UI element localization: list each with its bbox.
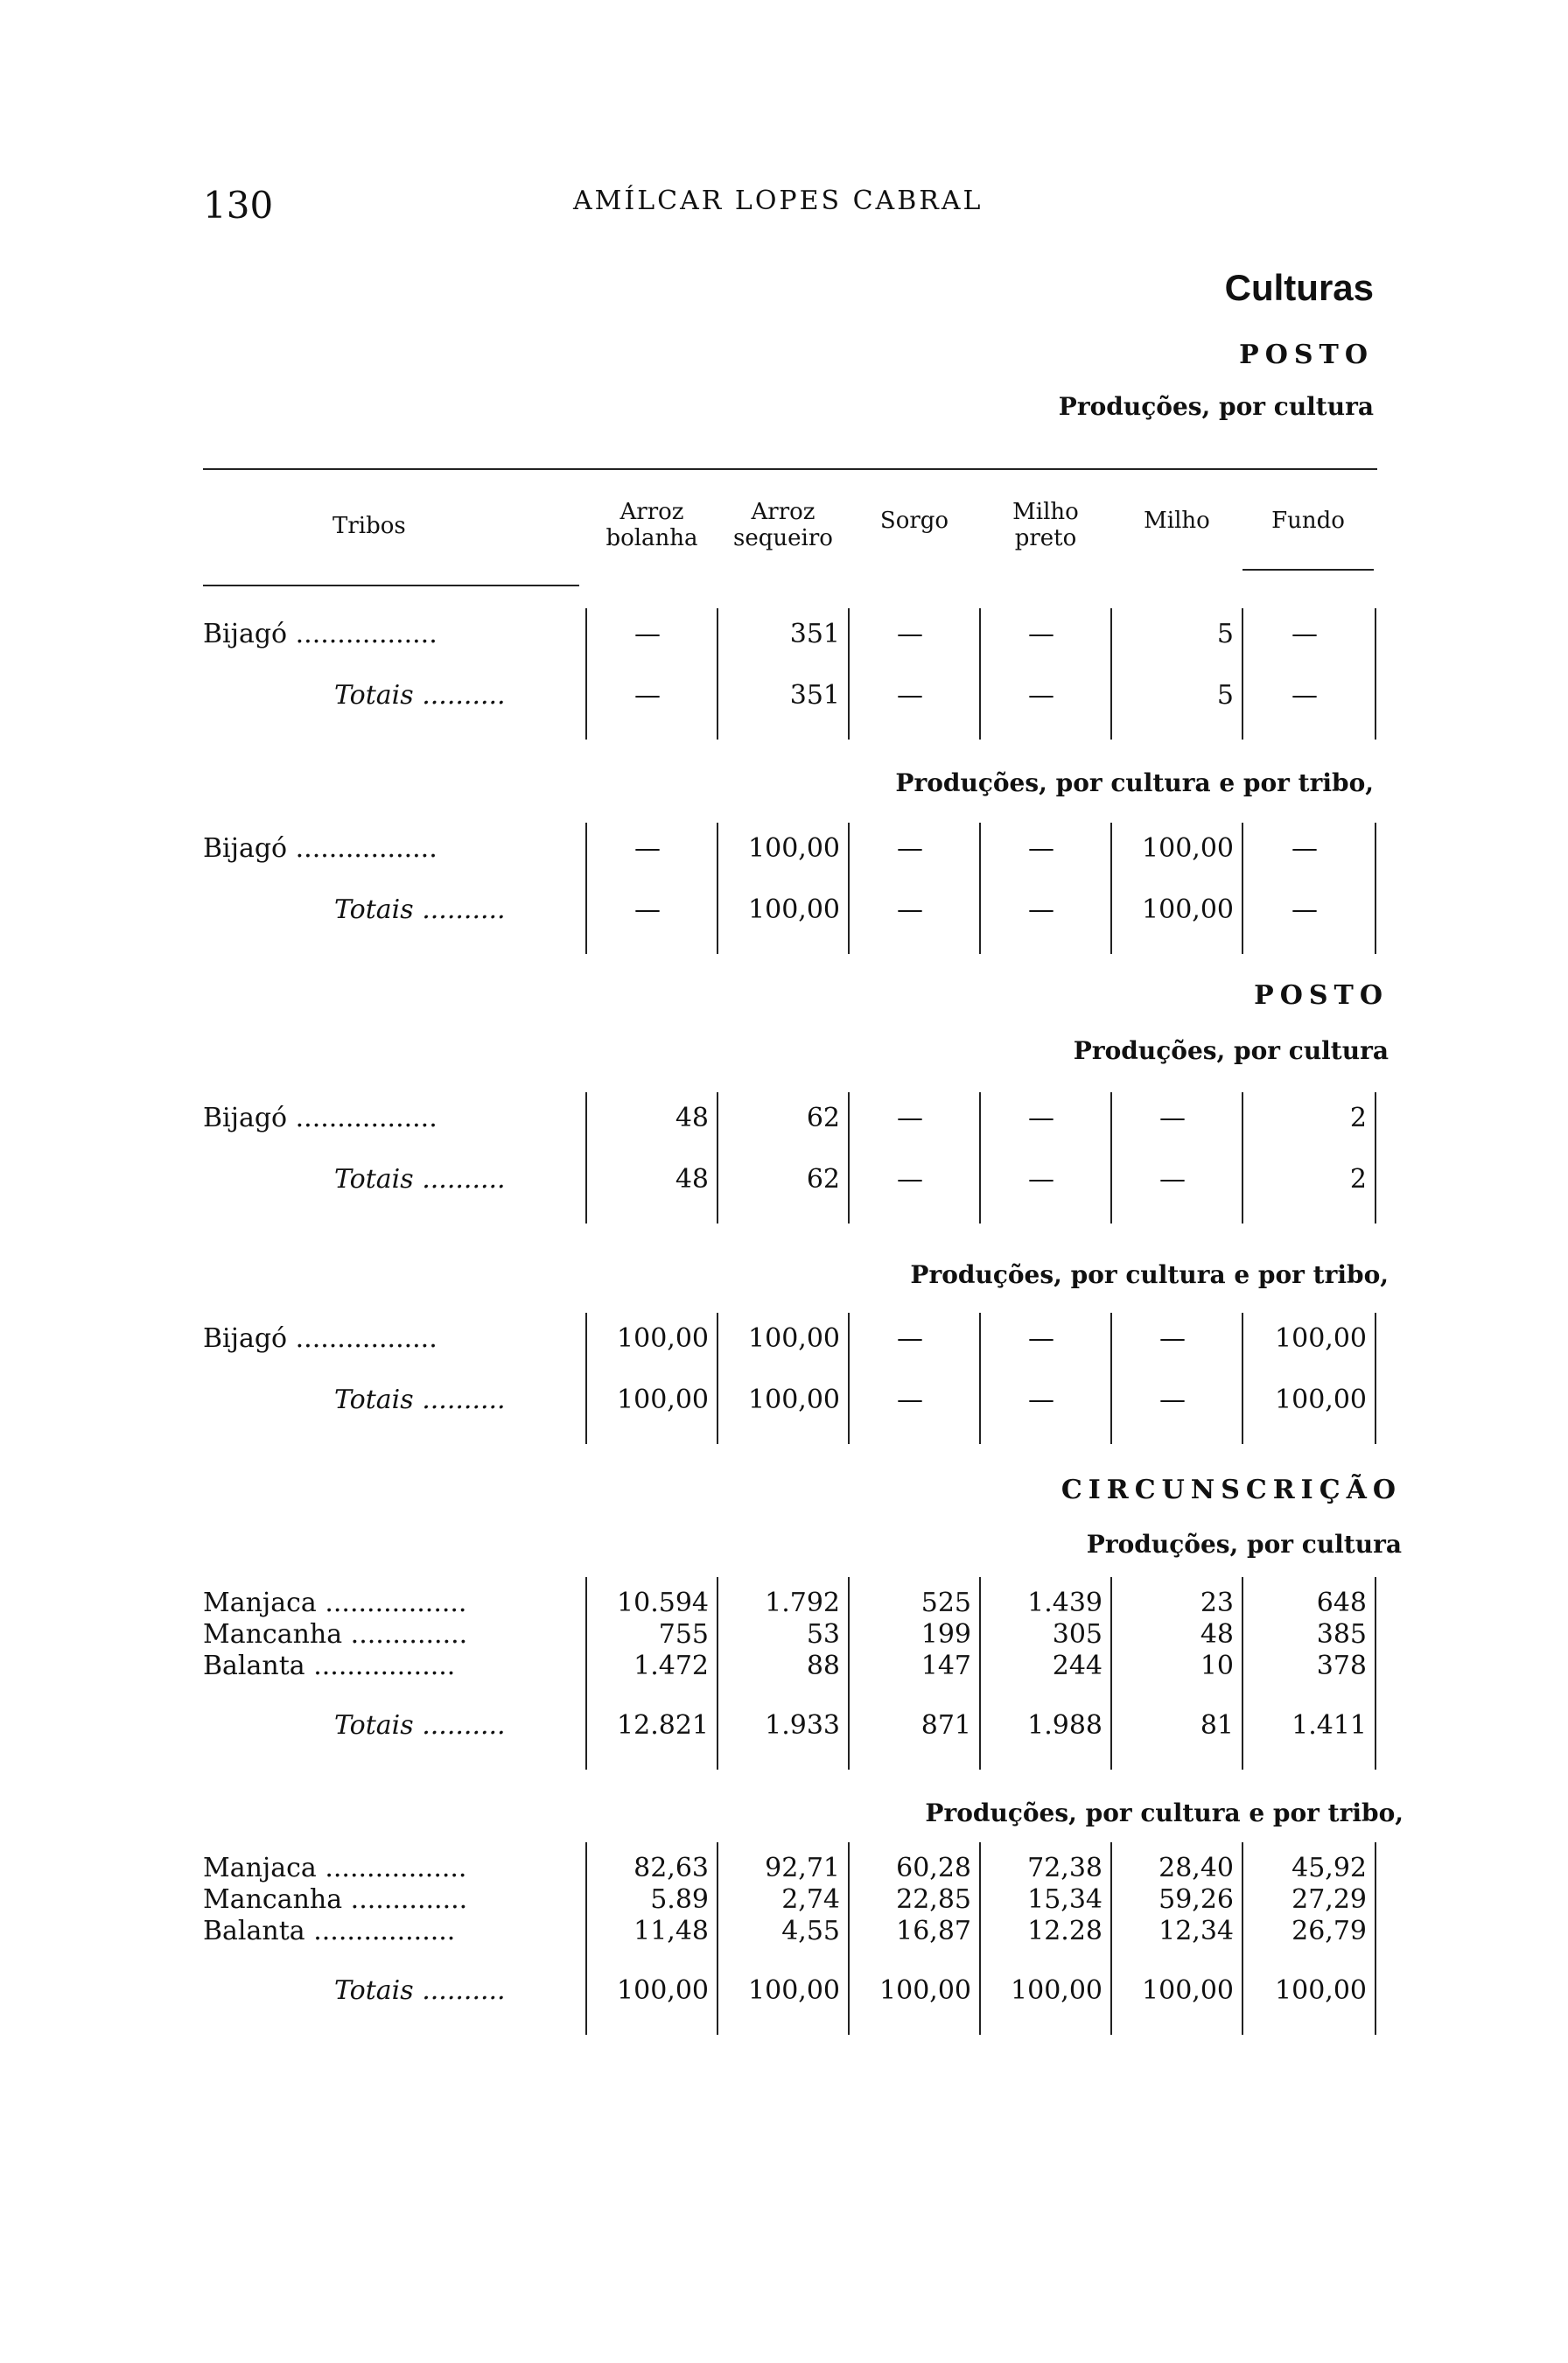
header-arroz-sequeiro: [718, 499, 849, 551]
totals-label: [334, 1162, 506, 1197]
table-cell: 16,87: [896, 1916, 971, 1946]
totals-label: [334, 893, 506, 928]
row-label-text: Totais: [334, 1164, 414, 1195]
table-cell: —: [1292, 619, 1318, 649]
table-cell: 100,00: [1011, 1975, 1102, 2006]
header-tribes: Tribos: [332, 513, 406, 539]
page-title: Culturas: [1224, 267, 1374, 308]
table-cell: —: [1292, 833, 1318, 864]
table-cell: 45,92: [1292, 1853, 1367, 1883]
row-label-text: Balanta: [203, 1916, 305, 1946]
table-cell: 100,00: [748, 1975, 840, 2006]
table-cell: —: [1292, 894, 1318, 925]
table-cell: 385: [1316, 1619, 1367, 1650]
table-cell: 48: [675, 1103, 709, 1133]
column-rule: [1375, 608, 1376, 740]
header-bottom-rule-left: [203, 585, 579, 586]
subtitle-percentages-1: Produções, por cultura e por tribo,: [895, 768, 1374, 797]
table-cell: 100,00: [617, 1323, 709, 1354]
table-cell: 755: [658, 1619, 709, 1650]
table-cell: —: [897, 894, 923, 925]
table-cell: —: [1159, 1323, 1186, 1354]
leader-dots: ..........: [413, 1975, 506, 2006]
table-cell: 62: [806, 1164, 840, 1195]
table-cell: —: [1028, 619, 1054, 649]
leader-dots: .................: [287, 619, 438, 649]
row-label-text: Bijagó: [203, 619, 288, 649]
table-cell: 1.439: [1027, 1588, 1102, 1618]
header-milho-preto: [980, 499, 1111, 551]
table-cell: 12,34: [1158, 1916, 1234, 1946]
header-arroz-bolanha: [586, 499, 718, 551]
table-cell: 100,00: [1142, 1975, 1234, 2006]
table-cell: —: [634, 680, 661, 711]
header-sorgo: Sorgo: [879, 508, 949, 534]
totals-label: [334, 1708, 506, 1743]
table-cell: —: [1028, 1164, 1054, 1195]
column-rule: [1375, 823, 1376, 954]
column-rule: [1375, 1577, 1376, 1770]
section-heading-posto-1: POSTO: [1239, 340, 1374, 370]
table-cell: 100,00: [748, 1385, 840, 1415]
tribe-label: [203, 617, 438, 652]
table-cell: 5.89: [650, 1884, 709, 1915]
table-cell: 2,74: [781, 1884, 840, 1915]
table-cell: 100,00: [1275, 1385, 1367, 1415]
table-cell: 2: [1349, 1103, 1367, 1133]
table-cell: 81: [1200, 1710, 1234, 1741]
table-cell: 100,00: [1275, 1975, 1367, 2006]
row-label-text: Totais: [334, 1385, 414, 1415]
tribe-label: [203, 1914, 455, 1949]
row-label-text: Totais: [334, 1975, 414, 2006]
table-cell: 525: [920, 1588, 971, 1618]
table-cell: 82,63: [634, 1853, 709, 1883]
table-cell: 62: [806, 1103, 840, 1133]
table-cell: —: [897, 1164, 923, 1195]
leader-dots: ..............: [342, 1619, 468, 1650]
table-cell: —: [897, 1385, 923, 1415]
leader-dots: ..........: [413, 1710, 506, 1741]
column-rule: [1375, 1842, 1376, 2035]
tribe-label: [203, 1649, 455, 1684]
row-label-text: Mancanha: [203, 1619, 343, 1650]
table-cell: 1.792: [765, 1588, 840, 1618]
leader-dots: .................: [287, 833, 438, 864]
header-fundo: Fundo: [1271, 508, 1345, 534]
table-cell: 100,00: [748, 833, 840, 864]
leader-dots: .................: [304, 1651, 456, 1681]
page-number: 130: [203, 184, 274, 227]
table-cell: 100,00: [879, 1975, 971, 2006]
table-cell: 1.411: [1292, 1710, 1367, 1741]
table-cell: —: [1159, 1385, 1186, 1415]
table-cell: —: [1292, 680, 1318, 711]
table-cell: 60,28: [896, 1853, 971, 1883]
column-rule: [1375, 1313, 1376, 1444]
totals-label: [334, 678, 506, 713]
table-cell: 88: [806, 1651, 840, 1681]
header-arroz-sequeiro-line1: Arroz: [751, 499, 816, 525]
table-cell: —: [634, 619, 661, 649]
leader-dots: ..........: [413, 1164, 506, 1195]
leader-dots: ..........: [413, 894, 506, 925]
leader-dots: ..........: [413, 1385, 506, 1415]
table-cell: —: [1028, 894, 1054, 925]
table-cell: 59,26: [1158, 1884, 1234, 1915]
tribe-label: [203, 1322, 438, 1357]
table-cell: 5: [1216, 619, 1234, 649]
row-label-text: Bijagó: [203, 1103, 288, 1133]
table-cell: 26,79: [1292, 1916, 1367, 1946]
table-cell: —: [897, 1323, 923, 1354]
table-cell: 351: [789, 680, 840, 711]
header-arroz-sequeiro-line2: sequeiro: [733, 525, 833, 551]
tribe-label: [203, 1586, 466, 1621]
row-label-text: Manjaca: [203, 1853, 317, 1883]
table-cell: —: [1159, 1103, 1186, 1133]
subtitle-percentages-2: Produções, por cultura e por tribo,: [910, 1260, 1389, 1289]
table-cell: —: [1028, 680, 1054, 711]
table-cell: 100,00: [748, 1323, 840, 1354]
row-label-text: Manjaca: [203, 1588, 317, 1618]
table-cell: 1.933: [765, 1710, 840, 1741]
table-cell: 10.594: [617, 1588, 709, 1618]
row-label-text: Totais: [334, 894, 414, 925]
header-milho: Milho: [1144, 508, 1210, 534]
table-cell: 5: [1216, 680, 1234, 711]
leader-dots: .................: [316, 1853, 467, 1883]
subtitle-productions-1: Produções, por cultura: [1058, 392, 1374, 421]
tribe-label: [203, 1851, 466, 1886]
table-cell: 100,00: [1275, 1323, 1367, 1354]
table-cell: 1.988: [1027, 1710, 1102, 1741]
table-cell: 2: [1349, 1164, 1367, 1195]
header-bottom-rule-right: [1242, 569, 1374, 571]
table-cell: —: [1028, 1323, 1054, 1354]
table-cell: 10: [1200, 1651, 1234, 1681]
subtitle-productions-3: Produções, por cultura: [1086, 1530, 1402, 1559]
leader-dots: .................: [287, 1103, 438, 1133]
table-cell: 72,38: [1027, 1853, 1102, 1883]
subtitle-productions-2: Produções, por cultura: [1073, 1036, 1389, 1065]
table-cell: 378: [1316, 1651, 1367, 1681]
table-cell: —: [1028, 1385, 1054, 1415]
table-cell: —: [897, 1103, 923, 1133]
header-arroz-bolanha-line2: bolanha: [606, 525, 698, 551]
row-label-text: Totais: [334, 1710, 414, 1741]
totals-label: [334, 1974, 506, 2009]
running-head-author: AMÍLCAR LOPES CABRAL: [573, 186, 984, 216]
table-cell: 871: [920, 1710, 971, 1741]
row-label-text: Totais: [334, 680, 414, 711]
table-cell: 1.472: [634, 1651, 709, 1681]
table-cell: 648: [1316, 1588, 1367, 1618]
table-cell: 11,48: [634, 1916, 709, 1946]
table-cell: 22,85: [896, 1884, 971, 1915]
table-cell: 4,55: [781, 1916, 840, 1946]
leader-dots: .................: [304, 1916, 456, 1946]
totals-label: [334, 1383, 506, 1418]
table-cell: 351: [789, 619, 840, 649]
tribe-label: [203, 831, 438, 866]
table-cell: 12.821: [617, 1710, 709, 1741]
table-cell: 100,00: [617, 1975, 709, 2006]
table-cell: 305: [1052, 1619, 1102, 1650]
table-cell: —: [897, 619, 923, 649]
row-label-text: Mancanha: [203, 1884, 343, 1915]
row-label-text: Bijagó: [203, 1323, 288, 1354]
table-cell: 100,00: [748, 894, 840, 925]
table-cell: 23: [1200, 1588, 1234, 1618]
tribe-label: [203, 1617, 467, 1652]
tribe-label: [203, 1101, 438, 1136]
table-cell: 15,34: [1027, 1884, 1102, 1915]
table-cell: 100,00: [617, 1385, 709, 1415]
table-cell: —: [897, 680, 923, 711]
column-rule: [1375, 1092, 1376, 1224]
table-cell: 199: [920, 1619, 971, 1650]
table-cell: 28,40: [1158, 1853, 1234, 1883]
table-cell: 100,00: [1142, 894, 1234, 925]
table-cell: 12.28: [1027, 1916, 1102, 1946]
header-milho-preto-line1: Milho: [1012, 499, 1079, 525]
table-cell: —: [634, 894, 661, 925]
leader-dots: ..............: [342, 1884, 468, 1915]
row-label-text: Bijagó: [203, 833, 288, 864]
table-cell: 27,29: [1292, 1884, 1367, 1915]
table-cell: —: [634, 833, 661, 864]
table-cell: —: [1159, 1164, 1186, 1195]
table-cell: —: [1028, 833, 1054, 864]
table-cell: 48: [1200, 1619, 1234, 1650]
header-milho-preto-line2: preto: [1014, 525, 1077, 551]
table-cell: 48: [675, 1164, 709, 1195]
subtitle-percentages-3: Produções, por cultura e por tribo,: [925, 1799, 1404, 1827]
table-cell: —: [1028, 1103, 1054, 1133]
tribe-label: [203, 1883, 467, 1918]
section-heading-circunscricao: CIRCUNSCRIÇÃO: [1060, 1475, 1402, 1505]
table-cell: 92,71: [765, 1853, 840, 1883]
section-heading-posto-2: POSTO: [1254, 980, 1389, 1011]
leader-dots: .................: [316, 1588, 467, 1618]
table-cell: —: [897, 833, 923, 864]
table-cell: 100,00: [1142, 833, 1234, 864]
row-label-text: Balanta: [203, 1651, 305, 1681]
table-cell: 244: [1052, 1651, 1102, 1681]
table-cell: 53: [806, 1619, 840, 1650]
table-top-rule: [203, 468, 1377, 470]
leader-dots: .................: [287, 1323, 438, 1354]
header-arroz-bolanha-line1: Arroz: [620, 499, 684, 525]
leader-dots: ..........: [413, 680, 506, 711]
table-cell: 147: [920, 1651, 971, 1681]
